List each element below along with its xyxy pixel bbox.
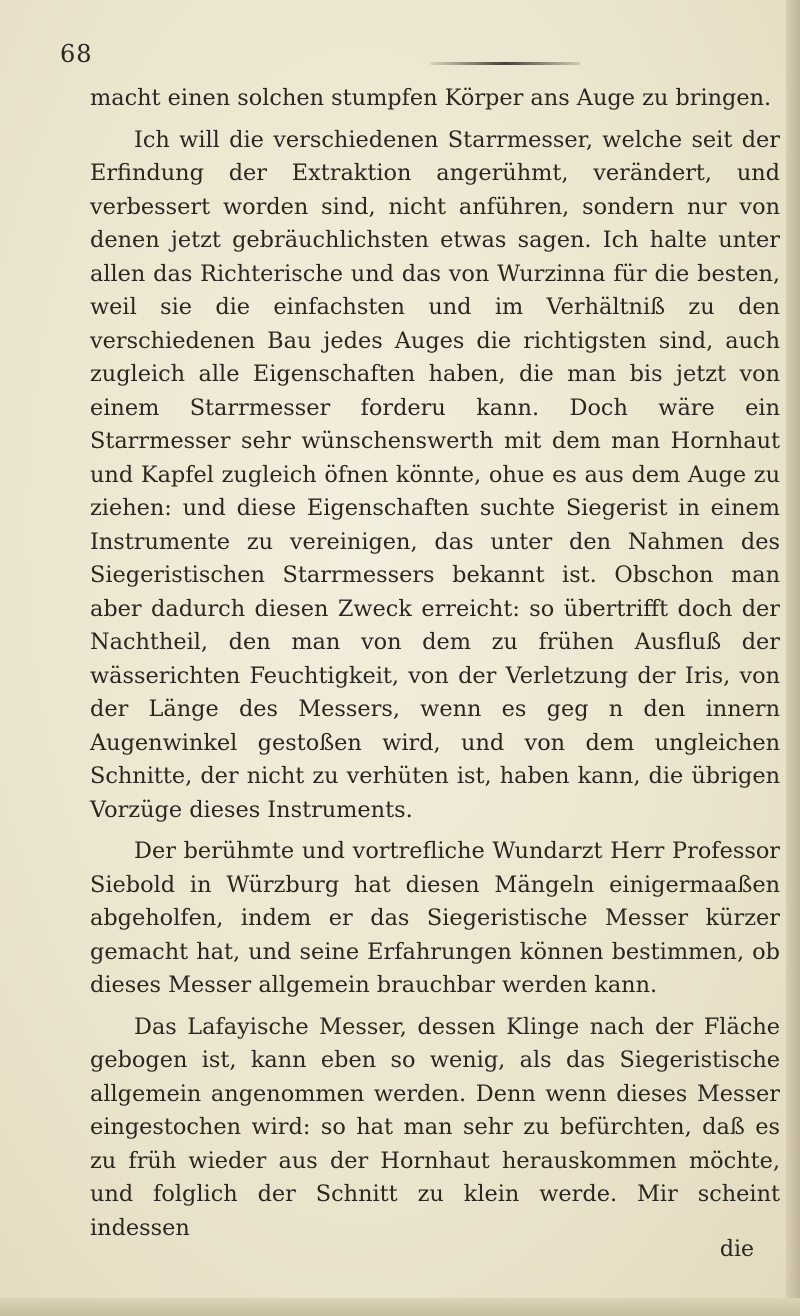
page-number: 68 (60, 40, 93, 68)
page-edge-right (786, 0, 800, 1316)
header-rule (430, 62, 580, 65)
catchword: die (719, 1237, 754, 1262)
paragraph-siebold: Der berühmte und vortrefliche Wundarzt Herr Professor Siebold in Würzburg hat diesen Mängeln einigermaaßen abgeholfen, indem er das Siegeristische Messer kürzer gemacht hat, und seine Erfahrungen können bestimmen, ob dieses Messer allgemein brauchbar werden kann. (90, 838, 780, 998)
paragraph-starrmesser: Ich will die verschiedenen Starrmesser, welche seit der Erfindung der Extraktion angerühmt, verändert, und verbessert worden sind, nicht anführen, sondern nur von denen jetzt gebräuchlichsten etwas sagen. Ich halte unter allen das Richterische und das von Wurzinna für die besten, weil sie die einfachsten und im Verhältniß zu den verschiedenen Bau jedes Auges die richtigsten sind, auch zugleich alle Eigenschaften haben, die man bis jetzt von einem Starrmesser forderu kann. Doch wäre ein Starrmesser sehr wünschenswerth mit dem man Hornhaut und Kapfel zugleich öfnen könnte, ohue es aus dem Auge zu ziehen: und diese Eigenschaften suchte Siegerist in einem Instrumente zu vereinigen, das unter den Nahmen des Siegeristischen Starrmessers bekannt ist. Obschon man aber dadurch diesen Zweck erreicht: so übertrifft doch der Nachtheil, den man von dem zu frühen Ausfluß der wässerichten Feuchtigkeit, von der Verletzung der Iris, von der Länge des Messers, wenn es geg n den innern Augenwinkel gestoßen wird, und von dem ungleichen Schnitte, der nicht zu verhüten ist, haben kann, die übrigen Vorzüge dieses Instruments. (90, 126, 780, 823)
paragraph-lafayisch: Das Lafayische Messer, dessen Klinge nach der Fläche gebogen ist, kann eben so wenig, als das Siegeristische allgemein angenommen werden. Denn wenn dieses Messer eingestochen wird: so hat man sehr zu befürchten, daß es zu früh wieder aus der Hornhaut herauskommen möchte, und folglich der Schnitt zu klein werde. Mir scheint indessen (90, 1013, 780, 1241)
body-text (90, 82, 780, 1245)
page-edge-bottom (0, 1298, 800, 1316)
paragraph-continuation: macht einen solchen stumpfen Körper ans Auge zu bringen. (90, 85, 772, 111)
